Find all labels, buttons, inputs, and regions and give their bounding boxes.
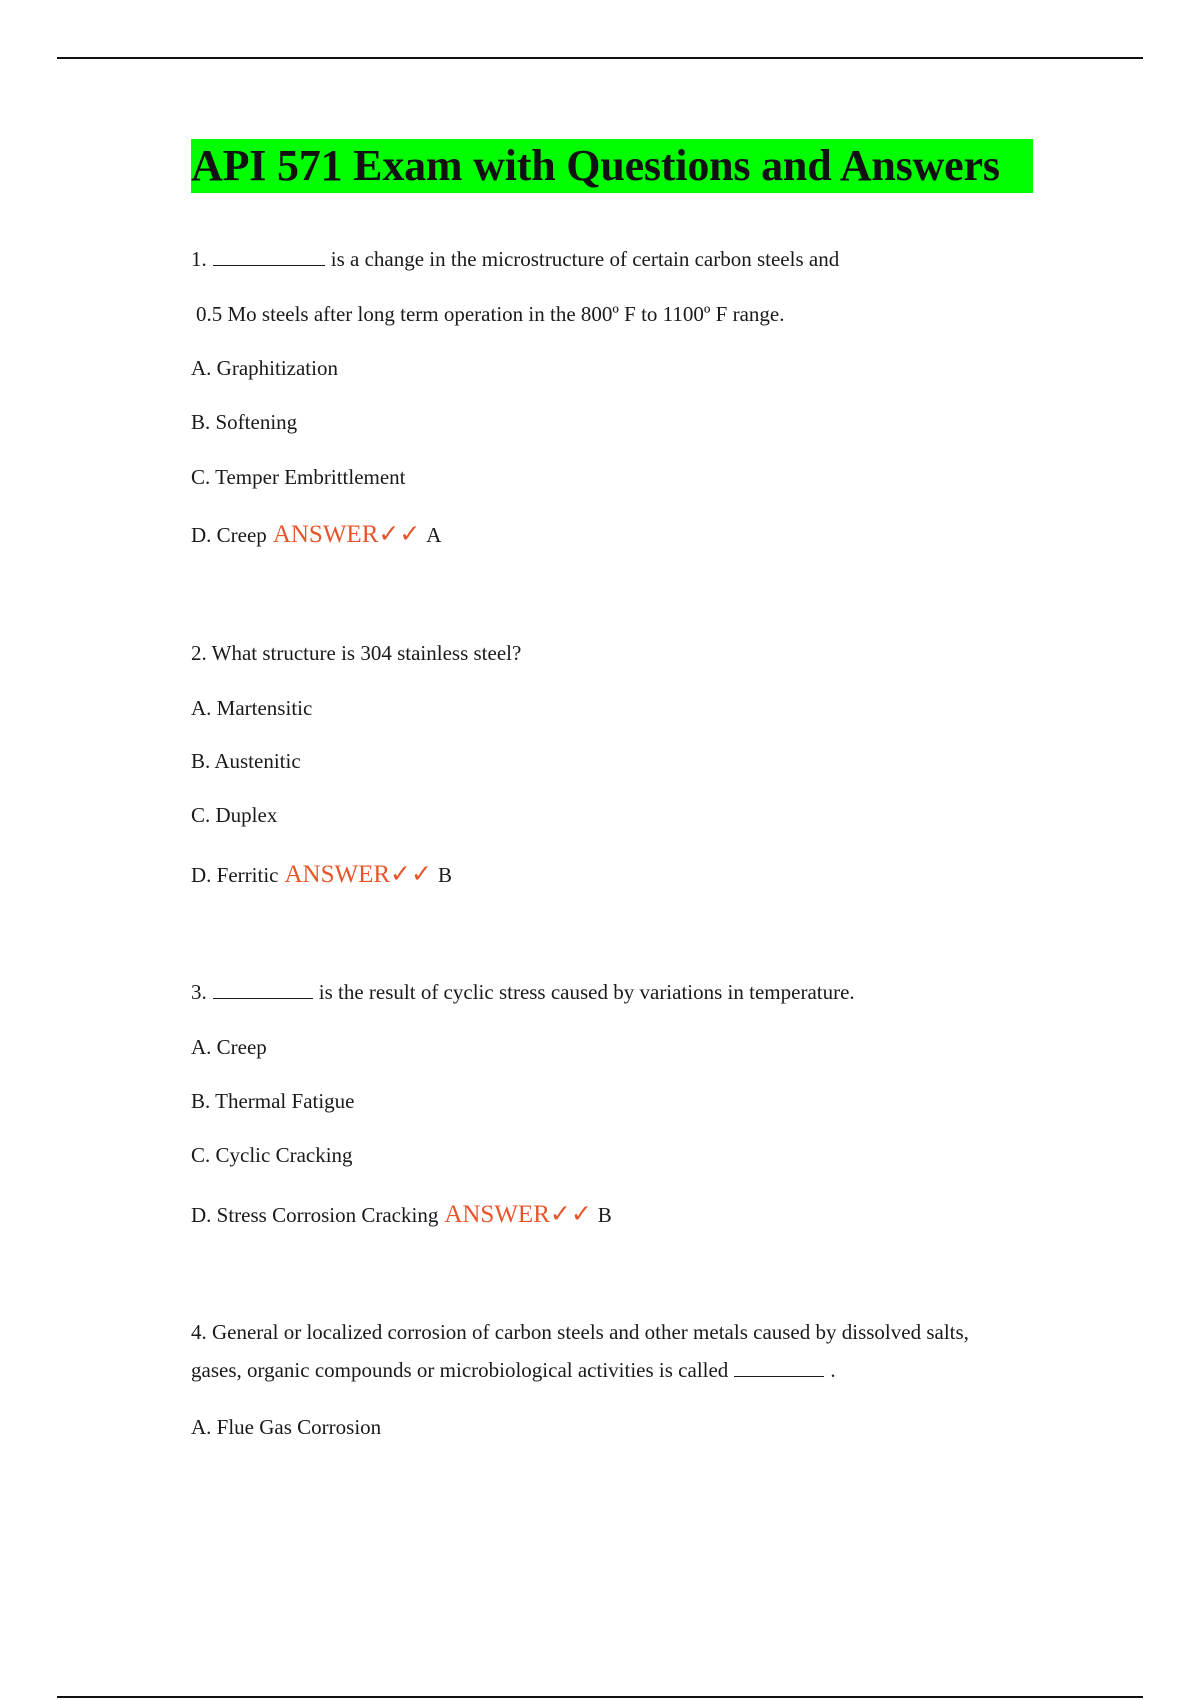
- question-1-option-d: [191, 522, 441, 548]
- question-1-option-a: A. Graphitization: [191, 356, 338, 380]
- answer-value: B: [437, 863, 452, 887]
- question-text: What structure is 304 stainless steel?: [211, 641, 522, 665]
- question-2-option-c: C. Duplex: [191, 803, 278, 827]
- question-1-option-c: C. Temper Embrittlement: [191, 465, 406, 489]
- answer-label: ANSWER✓✓: [284, 861, 432, 888]
- question-2-option-d: [191, 862, 452, 888]
- question-3-option-d: [191, 1202, 612, 1228]
- question-number: 1.: [191, 247, 207, 271]
- answer-blank: [213, 247, 325, 266]
- option-text: D. Stress Corrosion Cracking: [191, 1203, 439, 1227]
- question-number: 2.: [191, 641, 207, 665]
- answer-label: ANSWER✓✓: [444, 1201, 592, 1228]
- option-text: D. Creep: [191, 523, 267, 547]
- question-3-option-c: C. Cyclic Cracking: [191, 1143, 353, 1167]
- bottom-rule: [57, 1696, 1143, 1698]
- document-title: API 571 Exam with Questions and Answers: [191, 141, 1000, 190]
- question-number: 4.: [191, 1320, 207, 1344]
- question-text: gases, organic compounds or microbiological activities is called: [191, 1358, 729, 1382]
- question-2-option-a: A. Martensitic: [191, 696, 313, 720]
- question-text: is a change in the microstructure of certain carbon steels and: [330, 247, 840, 271]
- question-text-end: .: [830, 1358, 836, 1382]
- option-text: D. Ferritic: [191, 863, 279, 887]
- question-4-option-a: A. Flue Gas Corrosion: [191, 1415, 382, 1439]
- question-3-option-a: A. Creep: [191, 1035, 267, 1059]
- question-4-stem-continued: [191, 1357, 836, 1383]
- title-highlight: [191, 139, 1033, 193]
- question-2-option-b: B. Austenitic: [191, 749, 301, 773]
- top-rule: [57, 57, 1143, 59]
- question-4-stem: [191, 1319, 969, 1345]
- question-1-option-b: B. Softening: [191, 410, 298, 434]
- question-3-option-b: B. Thermal Fatigue: [191, 1089, 355, 1113]
- answer-label: ANSWER✓✓: [272, 521, 421, 548]
- question-3-stem: [191, 979, 855, 1005]
- question-1-stem-continued: 0.5 Mo steels after long term operation in the 800º F to 1100º F range.: [196, 302, 785, 326]
- question-1-stem: [191, 246, 839, 272]
- answer-blank: [734, 1358, 824, 1377]
- answer-blank: [213, 980, 313, 999]
- question-text: General or localized corrosion of carbon steels and other metals caused by dissolved salts,: [212, 1320, 969, 1344]
- question-number: 3.: [191, 980, 207, 1004]
- question-text: is the result of cyclic stress caused by variations in temperature.: [318, 980, 855, 1004]
- answer-value: B: [597, 1203, 612, 1227]
- answer-value: A: [426, 523, 442, 547]
- question-2-stem: [191, 640, 521, 666]
